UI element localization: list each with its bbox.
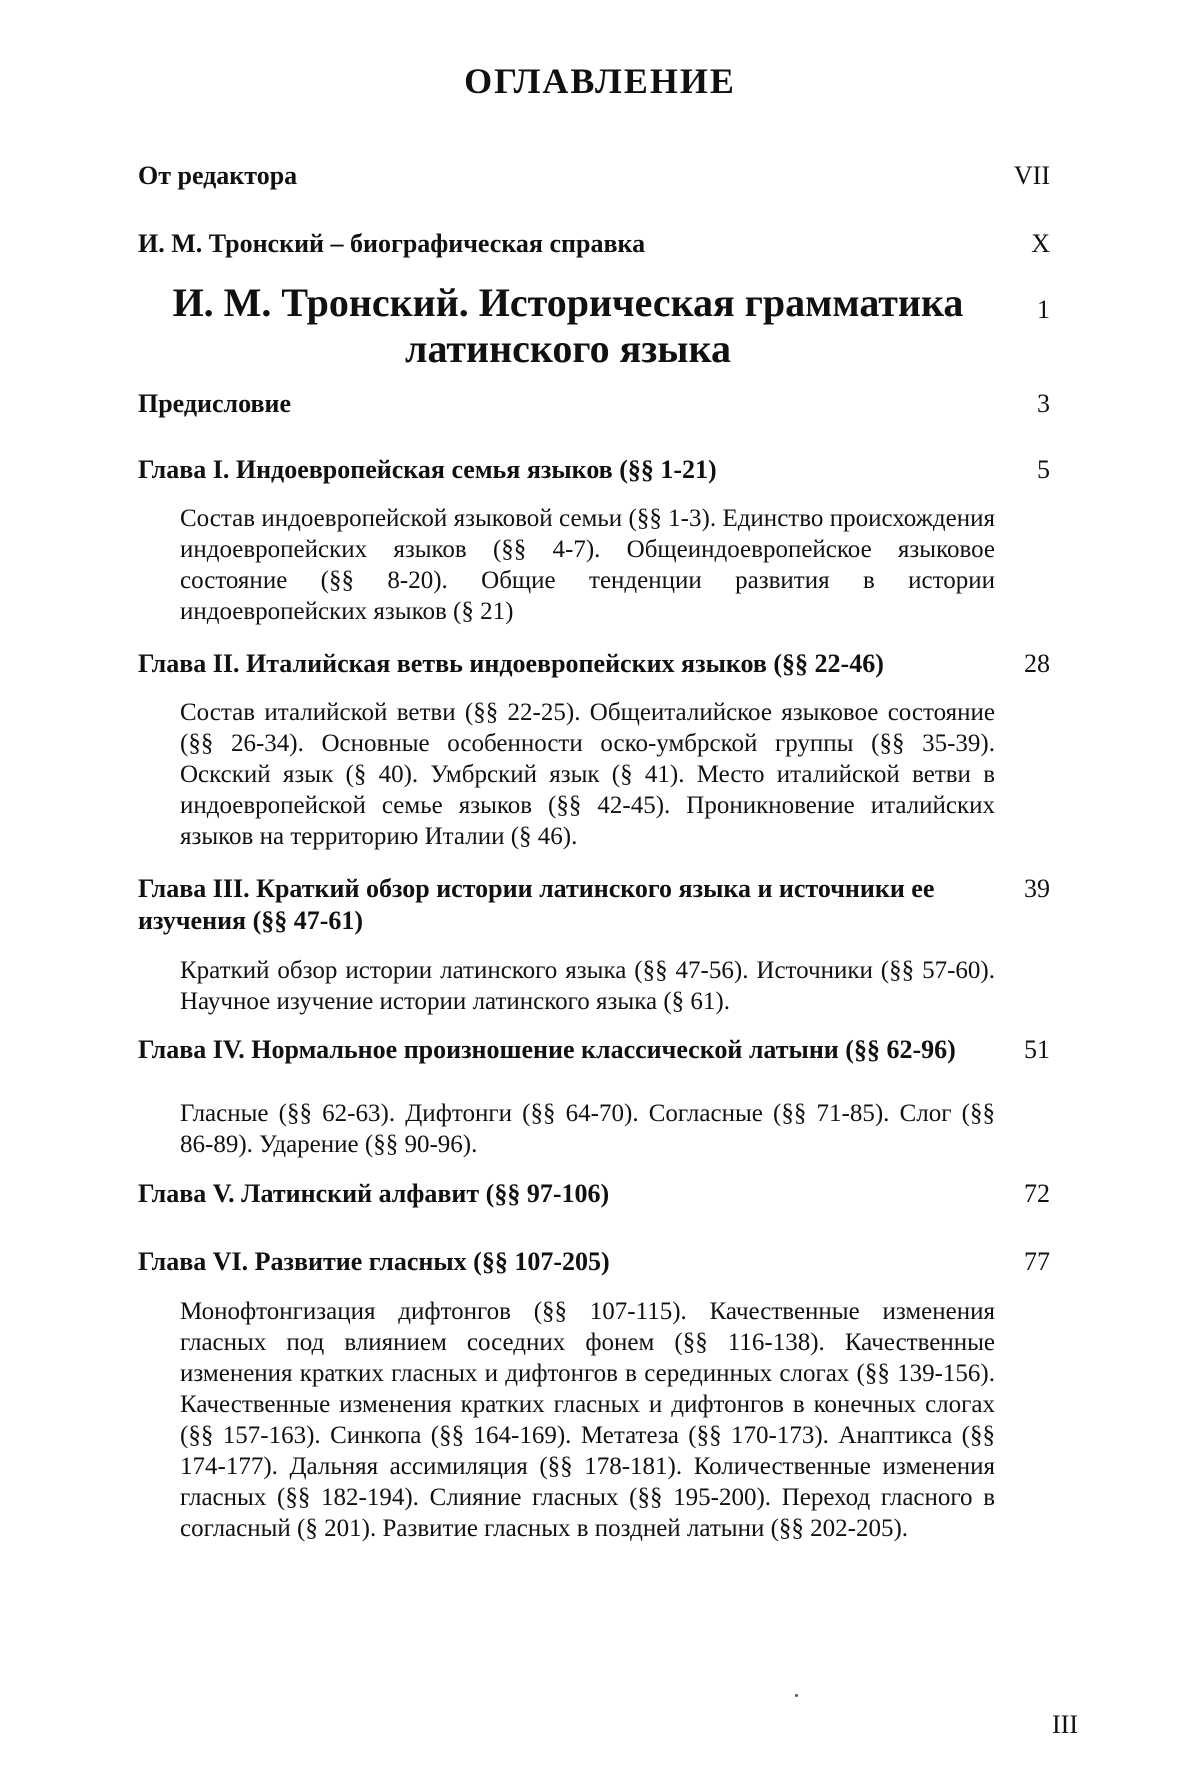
toc-entry-chapter-1[interactable] <box>138 454 1050 486</box>
toc-entry-title: Глава I. Индоевропейская семья языков (§§ 1-21) <box>138 455 717 484</box>
toc-entry-description: Состав италийской ветви (§§ 22-25). Общеиталийское языковое состояние (§§ 26-34). Основные особенности оско-умбрской группы (§§ 35-39). Оскский язык (§ 40). Умбрский язык (§ 41). Место италийской ветви в индоевропейской семье языков (§§ 42-45). Проникновение италийских языков на территорию Италии (§ 46). <box>180 699 995 850</box>
toc-entry-page: 28 <box>1024 649 1050 678</box>
toc-entry-preface[interactable] <box>138 388 1050 420</box>
toc-entry-chapter-6[interactable] <box>138 1246 1050 1278</box>
toc-entry-title: Предисловие <box>138 389 292 418</box>
toc-entry-chapter-5[interactable] <box>138 1178 1050 1210</box>
toc-entry-page: 1 <box>1037 295 1050 324</box>
page-title: ОГЛАВЛЕНИЕ <box>464 61 736 101</box>
toc-entry-chapter-2[interactable] <box>138 648 1050 680</box>
toc-entry-description: Краткий обзор истории латинского языка (§§ 47-56). Источники (§§ 57-60). Научное изучение истории латинского языка (§ 61). <box>180 957 995 1015</box>
toc-entry-biography[interactable] <box>138 228 1050 260</box>
toc-entry-main-work[interactable] <box>138 280 1050 372</box>
toc-entry-chapter-3[interactable] <box>138 873 1050 937</box>
page-number: III <box>1052 1710 1078 1739</box>
toc-entry-page: 3 <box>1037 389 1050 418</box>
toc-entry-page: X <box>1031 229 1050 258</box>
toc-entry-title: Глава IV. Нормальное произношение классической латыни (§§ 62-96) <box>138 1035 956 1064</box>
toc-entry-title: Глава V. Латинский алфавит (§§ 97-106) <box>138 1179 610 1208</box>
toc-entry-page: VII <box>1013 161 1050 190</box>
toc-entry-title: И. М. Тронский. Историческая грамматика латинского языка <box>172 280 964 371</box>
toc-entry-title: И. М. Тронский – биографическая справка <box>138 229 646 258</box>
toc-entry-page: 77 <box>1024 1247 1050 1276</box>
toc-entry-page: 72 <box>1024 1179 1050 1208</box>
toc-entry-title: Глава VI. Развитие гласных (§§ 107-205) <box>138 1247 610 1276</box>
toc-entry-description: Монофтонгизация дифтонгов (§§ 107-115). Качественные изменения гласных под влиянием соседних фонем (§§ 116-138). Качественные изменения кратких гласных и дифтонгов в серединных слогах (§§ 139-156). Качественные изменения кратких гласных и дифтонгов в конечных слогах (§§ 157-163). Синкопа (§§ 164-169). Метатеза (§§ 170-173). Анаптикса (§§ 174-177). Дальняя ассимиляция (§§ 178-181). Количественные изменения гласных (§§ 182-194). Слияние гласных (§§ 195-200). Переход гласного в согласный (§ 201). Развитие гласных в поздней латыни (§§ 202-205). <box>180 1298 995 1542</box>
toc-entry-title: Глава III. Краткий обзор истории латинского языка и источники ее изучения (§§ 47-61) <box>138 874 935 935</box>
scan-speck <box>795 1694 798 1697</box>
toc-entry-title: Глава II. Италийская ветвь индоевропейских языков (§§ 22-46) <box>138 649 884 678</box>
toc-entry-title: От редактора <box>138 161 298 190</box>
toc-entry-page: 51 <box>1024 1035 1050 1064</box>
toc-entry-description: Состав индоевропейской языковой семьи (§§ 1-3). Единство происхождения индоевропейских языков (§§ 4-7). Общеиндоевропейское языковое состояние (§§ 8-20). Общие тенденции развития в истории индоевропейских языков (§ 21) <box>180 505 995 625</box>
toc-entry-editor[interactable] <box>138 160 1050 192</box>
toc-entry-page: 39 <box>1024 874 1050 903</box>
toc-entry-chapter-4[interactable] <box>138 1034 1050 1066</box>
toc-entry-description: Гласные (§§ 62-63). Дифтонги (§§ 64-70). Согласные (§§ 71-85). Слог (§§ 86-89). Ударение (§§ 90-96). <box>180 1100 995 1158</box>
toc-entry-page: 5 <box>1037 455 1050 484</box>
